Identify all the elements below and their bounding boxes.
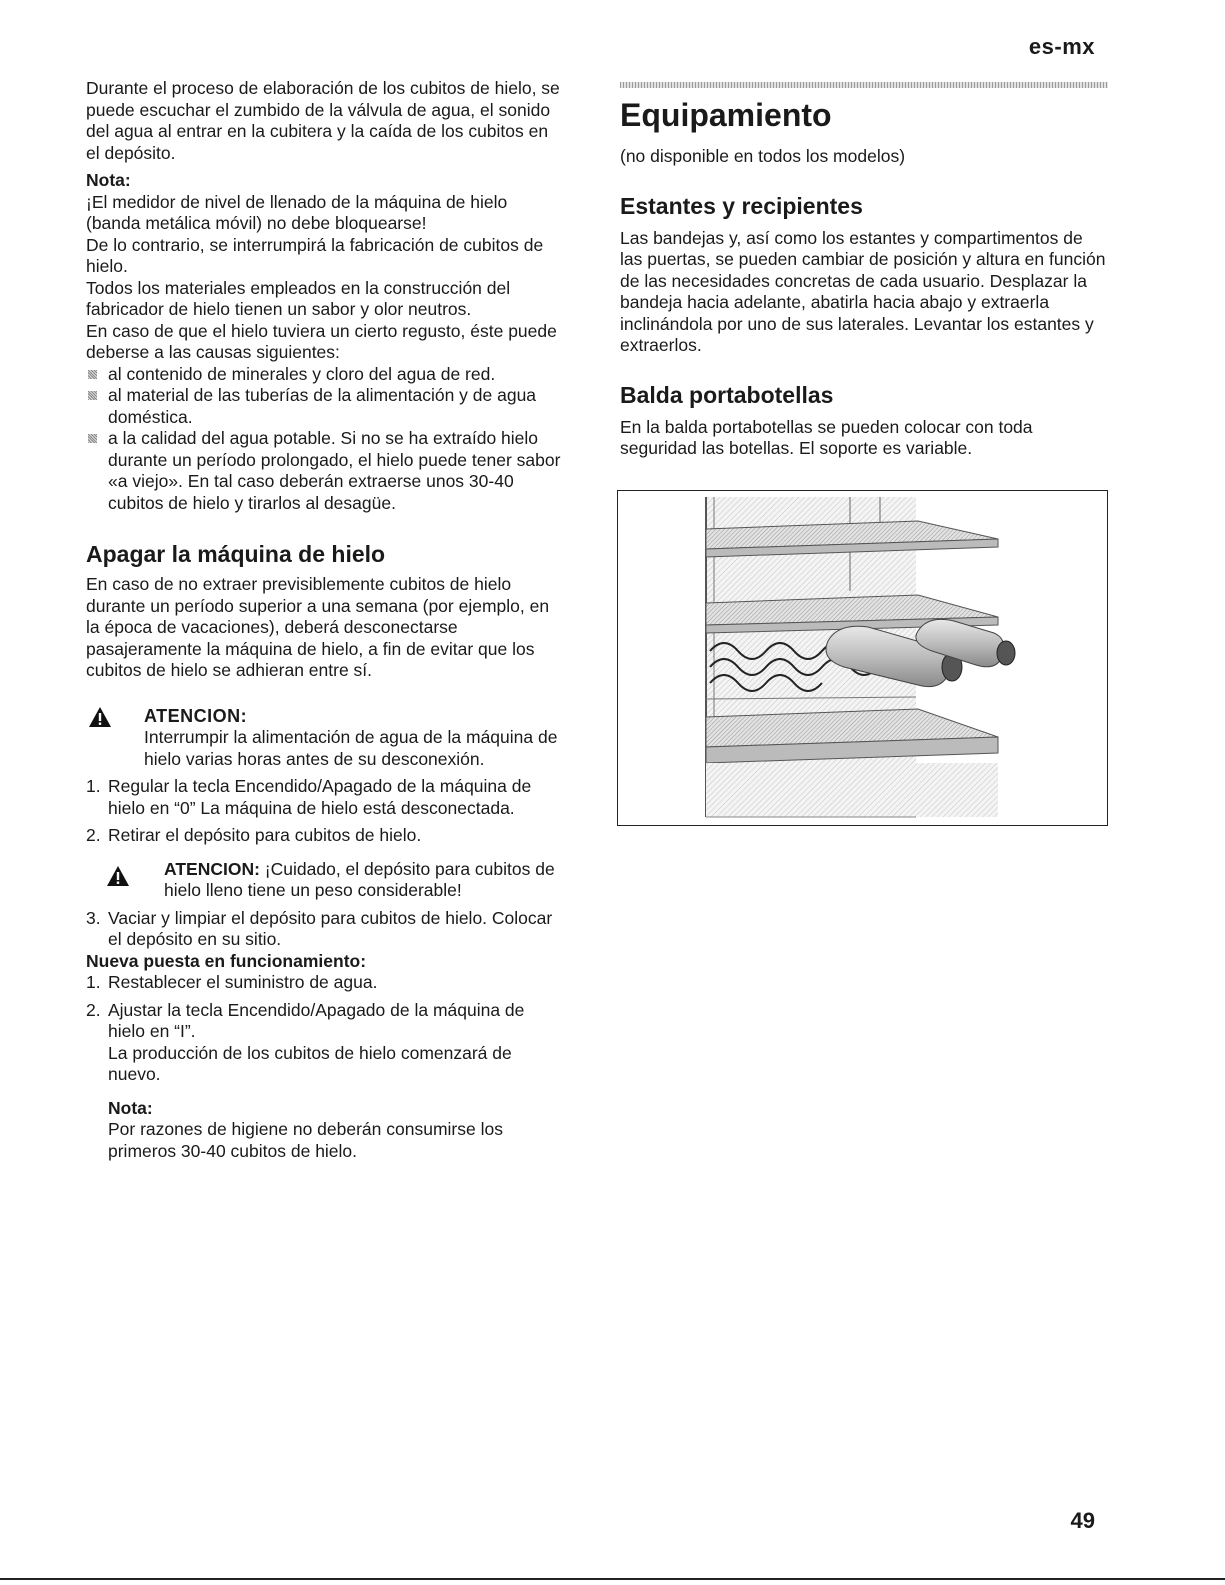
section-paragraph: En caso de no extraer previsiblemente cubitos de hielo durante un período superior a una semana (por ejemplo, en la época de vacaciones), deberá desconectarse pasajeramente la máquina de hielo, a fin de evitar que los cubitos de hielo se adhieran entre sí. <box>86 574 550 680</box>
list-item: a la calidad del agua potable. Si no se ha extraído hielo durante un período prolongado, el hielo puede tener sabor «a viejo». En tal caso deberán extraerse unos 30-40 cubitos de hielo y tirarlos al desagüe. <box>86 428 566 514</box>
list-item: 3. Vaciar y limpiar el depósito para cubitos de hielo. Colocar el depósito en su sitio. <box>86 907 553 949</box>
section-heading: Apagar la máquina de hielo <box>86 541 386 567</box>
shelf-illustration <box>617 490 1108 826</box>
page-number: 49 <box>1070 1508 1095 1533</box>
section-heading: Balda portabotellas <box>620 381 834 408</box>
note-label: Nota: <box>108 1097 153 1118</box>
intro-paragraph: Durante el proceso de elaboración de los cubitos de hielo, se puede escuchar el zumbido de la válvula de agua, el sonido del agua al entrar en la cubitera y la caída de los cubitos en el depósito. <box>86 78 560 163</box>
note-label: Nota: <box>86 170 131 190</box>
warning-triangle-icon <box>88 706 112 728</box>
steps-list <box>86 972 566 1043</box>
square-bullet-icon <box>88 370 97 379</box>
square-bullet-icon <box>88 434 97 443</box>
warning-title: ATENCION: <box>144 705 248 726</box>
shelf-drawing <box>618 491 1106 824</box>
bottom-rule <box>0 1578 1225 1580</box>
section-paragraph: Las bandejas y, así como los estantes y compartimentos de las puertas, se pueden cambiar de posición y altura en función de las necesidades concretas de cada usuario. Desplazar la bandeja hacia adelante, abatirla hacia abajo y extraerla inclinándola por uno de sus laterales. Levantar los estantes y extraerlos. <box>620 227 1106 355</box>
subtitle: (no disponible en todos los modelos) <box>620 146 906 166</box>
square-bullet-icon <box>88 391 97 400</box>
section-paragraph: En la balda portabotellas se pueden colocar con toda seguridad las botellas. El soporte es variable. <box>620 416 1033 458</box>
note-paragraph: ¡El medidor de nivel de llenado de la máquina de hielo (banda metálica móvil) no debe bloquearse! <box>86 191 508 233</box>
restart-label: Nueva puesta en funcionamiento: <box>86 950 367 971</box>
note-paragraph: Todos los materiales empleados en la construcción del fabricador de hielo tienen un sabor y olor neutros. <box>86 277 511 319</box>
list-item: 2. Retirar el depósito para cubitos de hielo. <box>86 825 422 845</box>
left-column <box>86 78 566 1162</box>
steps-list <box>86 776 566 847</box>
restart-after-text: La producción de los cubitos de hielo comenzará de nuevo. <box>108 1042 512 1084</box>
note-paragraph: De lo contrario, se interrumpirá la fabricación de cubitos de hielo. <box>86 234 544 276</box>
section-rule <box>620 82 1108 88</box>
causes-list <box>86 364 566 515</box>
list-item: 1. Restablecer el suministro de agua. <box>86 972 378 992</box>
list-item: al material de las tuberías de la alimentación y de agua doméstica. <box>86 385 566 428</box>
note-paragraph: Por razones de higiene no deberán consumirse los primeros 30-40 cubitos de hielo. <box>108 1119 503 1161</box>
section-heading: Estantes y recipientes <box>620 192 863 219</box>
warning-text: Interrumpir la alimentación de agua de la máquina de hielo varias horas antes de su desconexión. <box>144 727 558 769</box>
right-column <box>620 78 1108 460</box>
page-title: Equipamiento <box>620 97 832 133</box>
list-item: 1. Regular la tecla Encendido/Apagado de la máquina de hielo en “0” La máquina de hielo está desconectada. <box>86 776 532 818</box>
warning-block <box>86 706 566 771</box>
list-item: al contenido de minerales y cloro del agua de red. <box>86 364 566 386</box>
warning-triangle-icon <box>106 865 130 887</box>
language-code: es-mx <box>1028 34 1095 59</box>
note-paragraph: En caso de que el hielo tuviera un cierto regusto, éste puede deberse a las causas siguientes: <box>86 320 557 362</box>
list-item: 2. Ajustar la tecla Encendido/Apagado de la máquina de hielo en “I”. <box>86 999 525 1041</box>
warning-block <box>86 859 566 902</box>
steps-list <box>86 908 566 951</box>
warning-text: ATENCION: ¡Cuidado, el depósito para cubitos de hielo lleno tiene un peso considerable! <box>164 858 555 900</box>
